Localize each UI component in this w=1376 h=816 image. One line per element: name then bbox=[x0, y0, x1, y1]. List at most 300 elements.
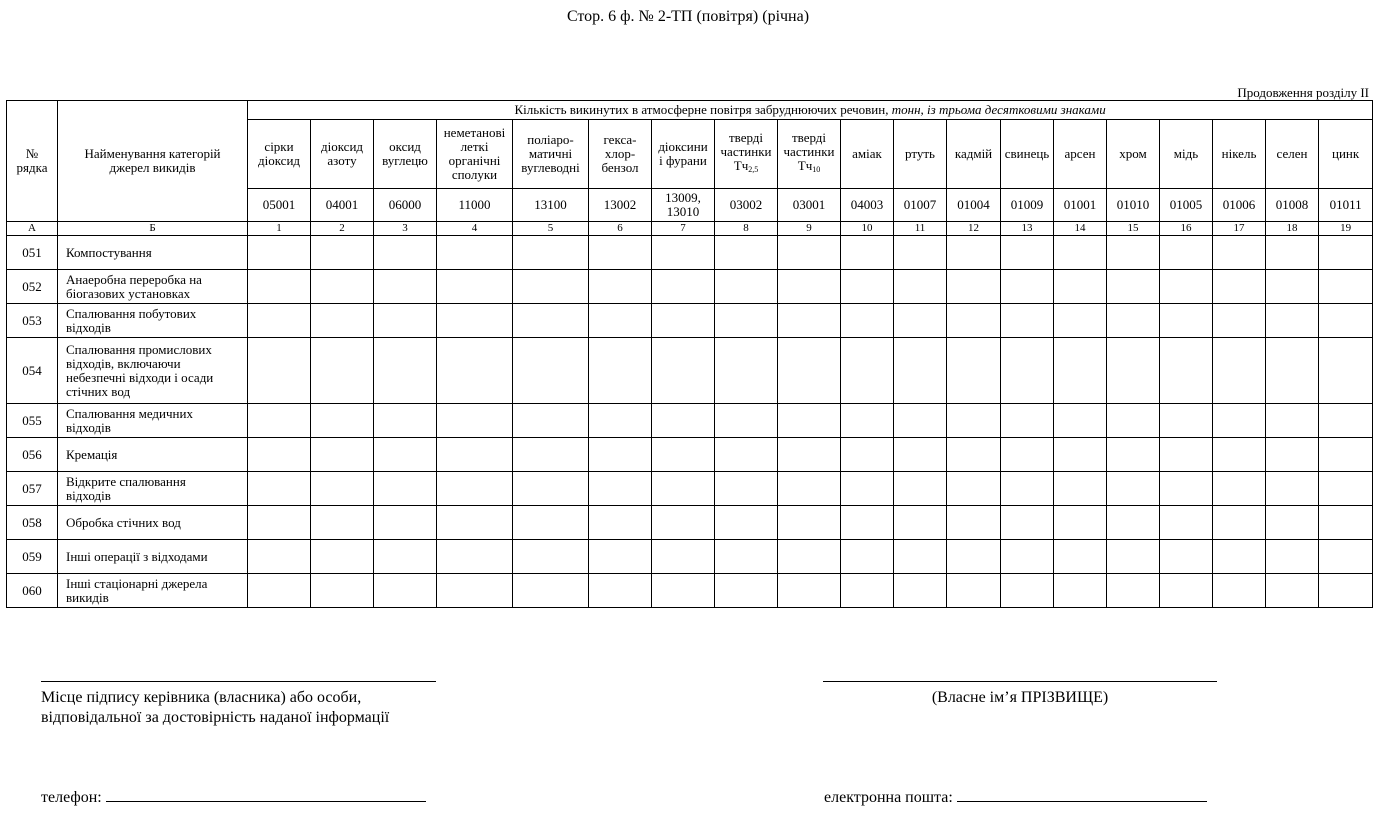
emission-value-cell[interactable] bbox=[894, 574, 947, 608]
signature-block-right bbox=[823, 681, 1217, 708]
text-line: стічних вод bbox=[66, 383, 131, 399]
emission-value-cell[interactable] bbox=[894, 404, 947, 438]
emission-value-cell[interactable] bbox=[248, 338, 311, 404]
emission-value-cell[interactable] bbox=[513, 236, 589, 270]
text-line: біогазових установках bbox=[66, 285, 191, 301]
emission-value-cell[interactable] bbox=[715, 438, 778, 472]
emission-value-cell[interactable] bbox=[437, 304, 513, 338]
row-category-name bbox=[58, 236, 248, 270]
emission-value-cell[interactable] bbox=[311, 304, 374, 338]
text-line: арсен bbox=[1064, 146, 1096, 161]
emission-value-cell[interactable] bbox=[778, 236, 841, 270]
row-number: 056 bbox=[7, 438, 58, 472]
emission-value-cell[interactable] bbox=[652, 338, 715, 404]
table-row bbox=[7, 404, 1373, 438]
emission-value-cell[interactable] bbox=[778, 574, 841, 608]
email-label: електронна пошта: bbox=[824, 789, 953, 806]
emission-value-cell[interactable] bbox=[1001, 236, 1054, 270]
emission-value-cell[interactable] bbox=[1266, 506, 1319, 540]
emission-value-cell[interactable] bbox=[1054, 304, 1107, 338]
emission-value-cell[interactable] bbox=[947, 574, 1001, 608]
emission-value-cell[interactable] bbox=[652, 236, 715, 270]
emission-value-cell[interactable] bbox=[1319, 438, 1373, 472]
text-line: свинець bbox=[1004, 146, 1050, 161]
substance-name-header bbox=[374, 120, 437, 189]
substance-code bbox=[1054, 189, 1107, 222]
emission-value-cell[interactable] bbox=[513, 438, 589, 472]
text-line: викидів bbox=[66, 589, 109, 605]
emission-value-cell[interactable] bbox=[311, 540, 374, 574]
emission-value-cell[interactable] bbox=[1054, 236, 1107, 270]
emission-value-cell[interactable] bbox=[1054, 270, 1107, 304]
emission-value-cell[interactable] bbox=[1107, 506, 1160, 540]
emission-value-cell[interactable] bbox=[589, 506, 652, 540]
emission-value-cell[interactable] bbox=[437, 506, 513, 540]
emission-value-cell[interactable] bbox=[778, 540, 841, 574]
emission-value-cell[interactable] bbox=[1001, 270, 1054, 304]
text-line: Тч bbox=[797, 158, 813, 173]
text-line: відходів bbox=[66, 419, 111, 435]
emission-value-cell[interactable] bbox=[1107, 404, 1160, 438]
emission-value-cell[interactable] bbox=[374, 574, 437, 608]
text-line: нікель bbox=[1221, 146, 1257, 161]
emission-value-cell[interactable] bbox=[1266, 540, 1319, 574]
emission-value-cell[interactable] bbox=[1266, 404, 1319, 438]
column-number: 7 bbox=[652, 222, 715, 236]
emission-value-cell[interactable] bbox=[715, 404, 778, 438]
emission-value-cell[interactable] bbox=[311, 506, 374, 540]
emission-value-cell[interactable] bbox=[311, 404, 374, 438]
emission-value-cell[interactable] bbox=[374, 438, 437, 472]
substance-name-header bbox=[652, 120, 715, 189]
column-number: 15 bbox=[1107, 222, 1160, 236]
emission-value-cell[interactable] bbox=[1001, 574, 1054, 608]
emission-value-cell[interactable] bbox=[513, 506, 589, 540]
emission-value-cell[interactable] bbox=[652, 506, 715, 540]
substance-name-header bbox=[589, 120, 652, 189]
emission-value-cell[interactable] bbox=[841, 338, 894, 404]
emission-value-cell[interactable] bbox=[513, 304, 589, 338]
text-line: 01008 bbox=[1275, 197, 1309, 212]
emission-value-cell[interactable] bbox=[1319, 574, 1373, 608]
emission-value-cell[interactable] bbox=[1107, 438, 1160, 472]
emission-value-cell[interactable] bbox=[841, 404, 894, 438]
emission-value-cell[interactable] bbox=[1213, 472, 1266, 506]
emission-value-cell[interactable] bbox=[652, 540, 715, 574]
emission-value-cell[interactable] bbox=[1054, 574, 1107, 608]
emission-value-cell[interactable] bbox=[374, 404, 437, 438]
emission-value-cell[interactable] bbox=[1160, 540, 1213, 574]
section-continuation-note: Продовження розділу ІІ bbox=[1237, 85, 1369, 100]
text-line: 01011 bbox=[1329, 197, 1362, 212]
emission-value-cell[interactable] bbox=[947, 304, 1001, 338]
emission-value-cell[interactable] bbox=[311, 236, 374, 270]
emission-value-cell[interactable] bbox=[374, 472, 437, 506]
table-row bbox=[7, 472, 1373, 506]
column-number: 14 bbox=[1054, 222, 1107, 236]
text-line: небезпечні відходи і осади bbox=[66, 369, 214, 385]
emission-value-cell[interactable] bbox=[1001, 506, 1054, 540]
row-number: 059 bbox=[7, 540, 58, 574]
emission-value-cell[interactable] bbox=[1054, 472, 1107, 506]
text-line: Кремація bbox=[66, 446, 118, 462]
emission-value-cell[interactable] bbox=[589, 574, 652, 608]
substance-name-header bbox=[437, 120, 513, 189]
header-source-category bbox=[58, 101, 248, 222]
emission-value-cell[interactable] bbox=[1213, 506, 1266, 540]
emission-value-cell[interactable] bbox=[589, 338, 652, 404]
emission-value-cell[interactable] bbox=[437, 404, 513, 438]
emission-value-cell[interactable] bbox=[1266, 472, 1319, 506]
emission-value-cell[interactable] bbox=[374, 270, 437, 304]
emission-value-cell[interactable] bbox=[1107, 304, 1160, 338]
emission-value-cell[interactable] bbox=[311, 338, 374, 404]
emission-value-cell[interactable] bbox=[1266, 338, 1319, 404]
emission-value-cell[interactable] bbox=[778, 338, 841, 404]
emission-value-cell[interactable] bbox=[248, 438, 311, 472]
emission-value-cell[interactable] bbox=[437, 236, 513, 270]
subscript: 2,5 bbox=[748, 165, 759, 174]
text-line: 01006 bbox=[1222, 197, 1256, 212]
column-number: 6 bbox=[589, 222, 652, 236]
substance-code bbox=[1001, 189, 1054, 222]
emission-value-cell[interactable] bbox=[1054, 506, 1107, 540]
emission-value-cell[interactable] bbox=[1160, 506, 1213, 540]
emission-value-cell[interactable] bbox=[1001, 338, 1054, 404]
header-row-number bbox=[7, 101, 58, 222]
column-number: 13 bbox=[1001, 222, 1054, 236]
emission-value-cell[interactable] bbox=[513, 338, 589, 404]
emission-value-cell[interactable] bbox=[652, 404, 715, 438]
emission-value-cell[interactable] bbox=[1107, 574, 1160, 608]
table-row bbox=[7, 236, 1373, 270]
emission-value-cell[interactable] bbox=[1213, 404, 1266, 438]
emission-value-cell[interactable] bbox=[841, 540, 894, 574]
substance-code bbox=[947, 189, 1001, 222]
emission-value-cell[interactable] bbox=[1107, 236, 1160, 270]
emission-value-cell[interactable] bbox=[1213, 338, 1266, 404]
substance-code bbox=[1160, 189, 1213, 222]
row-number: 057 bbox=[7, 472, 58, 506]
emission-value-cell[interactable] bbox=[1160, 404, 1213, 438]
emission-value-cell[interactable] bbox=[1107, 338, 1160, 404]
text-line: 03001 bbox=[792, 197, 826, 212]
substance-name-header bbox=[894, 120, 947, 189]
text-line: 01009 bbox=[1010, 197, 1044, 212]
emission-value-cell[interactable] bbox=[311, 472, 374, 506]
emission-value-cell[interactable] bbox=[715, 270, 778, 304]
emission-value-cell[interactable] bbox=[1054, 338, 1107, 404]
substance-code bbox=[894, 189, 947, 222]
emission-value-cell[interactable] bbox=[841, 472, 894, 506]
emission-value-cell[interactable] bbox=[1001, 404, 1054, 438]
text-line: леткі bbox=[460, 139, 489, 154]
table-row bbox=[7, 506, 1373, 540]
emission-value-cell[interactable] bbox=[1054, 540, 1107, 574]
substance-code bbox=[248, 189, 311, 222]
emission-value-cell[interactable] bbox=[778, 270, 841, 304]
text-line: 13009, bbox=[665, 190, 701, 205]
row-category-name bbox=[58, 574, 248, 608]
emission-value-cell[interactable] bbox=[1107, 270, 1160, 304]
row-number: 053 bbox=[7, 304, 58, 338]
row-category-name bbox=[58, 472, 248, 506]
text-line: Відкрите спалювання bbox=[66, 473, 186, 489]
emission-value-cell[interactable] bbox=[947, 438, 1001, 472]
column-number: 12 bbox=[947, 222, 1001, 236]
emission-value-cell[interactable] bbox=[1213, 574, 1266, 608]
text-line: 13010 bbox=[666, 204, 700, 219]
emission-value-cell[interactable] bbox=[437, 540, 513, 574]
emission-value-cell[interactable] bbox=[589, 404, 652, 438]
emission-value-cell[interactable] bbox=[1266, 270, 1319, 304]
emission-value-cell[interactable] bbox=[652, 472, 715, 506]
text-line: кадмій bbox=[954, 146, 993, 161]
emission-value-cell[interactable] bbox=[1319, 540, 1373, 574]
emission-value-cell[interactable] bbox=[1319, 506, 1373, 540]
emission-value-cell[interactable] bbox=[652, 574, 715, 608]
emission-value-cell[interactable] bbox=[1107, 472, 1160, 506]
text-line: 11000 bbox=[458, 197, 491, 212]
emission-value-cell[interactable] bbox=[841, 438, 894, 472]
text-line: № bbox=[25, 146, 39, 161]
emission-value-cell[interactable] bbox=[1160, 304, 1213, 338]
substance-code bbox=[652, 189, 715, 222]
emission-value-cell[interactable] bbox=[248, 472, 311, 506]
emission-value-cell[interactable] bbox=[311, 574, 374, 608]
emission-value-cell[interactable] bbox=[1266, 438, 1319, 472]
emission-value-cell[interactable] bbox=[248, 506, 311, 540]
substance-code bbox=[1213, 189, 1266, 222]
phone-blank-line[interactable] bbox=[106, 787, 426, 802]
emission-value-cell[interactable] bbox=[1160, 438, 1213, 472]
emission-value-cell[interactable] bbox=[1213, 438, 1266, 472]
text-line: 05001 bbox=[262, 197, 296, 212]
emission-value-cell[interactable] bbox=[715, 472, 778, 506]
emission-value-cell[interactable] bbox=[1160, 574, 1213, 608]
emission-value-cell[interactable] bbox=[778, 438, 841, 472]
emissions-table bbox=[6, 100, 1373, 608]
emission-value-cell[interactable] bbox=[437, 574, 513, 608]
emission-value-cell[interactable] bbox=[1054, 404, 1107, 438]
emission-value-cell[interactable] bbox=[715, 304, 778, 338]
emission-value-cell[interactable] bbox=[1213, 304, 1266, 338]
substance-name-header bbox=[1001, 120, 1054, 189]
signature-caption-line-2: відповідальної за достовірність наданої інформації bbox=[41, 709, 390, 726]
emission-value-cell[interactable] bbox=[437, 472, 513, 506]
emission-value-cell[interactable] bbox=[947, 236, 1001, 270]
text-line: і фурани bbox=[659, 153, 707, 168]
row-number: 052 bbox=[7, 270, 58, 304]
table-row bbox=[7, 270, 1373, 304]
emission-value-cell[interactable] bbox=[248, 574, 311, 608]
emission-value-cell[interactable] bbox=[589, 438, 652, 472]
emission-value-cell[interactable] bbox=[715, 236, 778, 270]
column-number: 19 bbox=[1319, 222, 1373, 236]
emission-value-cell[interactable] bbox=[841, 236, 894, 270]
emission-value-cell[interactable] bbox=[947, 506, 1001, 540]
emission-value-cell[interactable] bbox=[1054, 438, 1107, 472]
emission-value-cell[interactable] bbox=[374, 304, 437, 338]
emission-value-cell[interactable] bbox=[513, 270, 589, 304]
emission-value-cell[interactable] bbox=[374, 338, 437, 404]
emission-value-cell[interactable] bbox=[248, 236, 311, 270]
text-line: 13002 bbox=[603, 197, 637, 212]
emission-value-cell[interactable] bbox=[652, 438, 715, 472]
text-line: 03002 bbox=[729, 197, 763, 212]
emission-value-cell[interactable] bbox=[1001, 304, 1054, 338]
emission-value-cell[interactable] bbox=[1266, 236, 1319, 270]
row-category-name bbox=[58, 438, 248, 472]
substance-code bbox=[437, 189, 513, 222]
substance-name-header bbox=[513, 120, 589, 189]
emission-value-cell[interactable] bbox=[947, 270, 1001, 304]
emission-value-cell[interactable] bbox=[1160, 270, 1213, 304]
substance-code bbox=[589, 189, 652, 222]
emission-value-cell[interactable] bbox=[311, 438, 374, 472]
emission-value-cell[interactable] bbox=[947, 472, 1001, 506]
emission-value-cell[interactable] bbox=[1319, 404, 1373, 438]
column-number: Б bbox=[58, 222, 248, 236]
emission-value-cell[interactable] bbox=[1213, 270, 1266, 304]
emission-value-cell[interactable] bbox=[894, 472, 947, 506]
emission-value-cell[interactable] bbox=[715, 574, 778, 608]
emission-value-cell[interactable] bbox=[894, 438, 947, 472]
emission-value-cell[interactable] bbox=[589, 540, 652, 574]
text-line: 04003 bbox=[850, 197, 884, 212]
column-number: 16 bbox=[1160, 222, 1213, 236]
emission-value-cell[interactable] bbox=[589, 304, 652, 338]
text-line: вуглецю bbox=[382, 153, 428, 168]
substance-name-header bbox=[715, 120, 778, 189]
emission-value-cell[interactable] bbox=[311, 270, 374, 304]
emission-value-cell[interactable] bbox=[437, 338, 513, 404]
substance-name-header bbox=[947, 120, 1001, 189]
emission-value-cell[interactable] bbox=[1160, 236, 1213, 270]
row-category-name bbox=[58, 338, 248, 404]
substance-code bbox=[1107, 189, 1160, 222]
text-line: 04001 bbox=[325, 197, 359, 212]
text-line: Інші стаціонарні джерела bbox=[66, 575, 208, 591]
emission-value-cell[interactable] bbox=[1319, 304, 1373, 338]
row-number: 054 bbox=[7, 338, 58, 404]
emission-value-cell[interactable] bbox=[589, 270, 652, 304]
emission-value-cell[interactable] bbox=[374, 506, 437, 540]
text-line: Анаеробна переробка на bbox=[66, 271, 202, 287]
table-row bbox=[7, 304, 1373, 338]
text-line: неметанові bbox=[443, 125, 506, 140]
emission-value-cell[interactable] bbox=[894, 236, 947, 270]
emission-value-cell[interactable] bbox=[841, 270, 894, 304]
text-line: хлор- bbox=[604, 146, 636, 161]
phone-label: телефон: bbox=[41, 789, 102, 806]
emission-value-cell[interactable] bbox=[894, 270, 947, 304]
text-line: Тч bbox=[733, 158, 749, 173]
emission-value-cell[interactable] bbox=[947, 540, 1001, 574]
emission-value-cell[interactable] bbox=[1160, 338, 1213, 404]
emission-value-cell[interactable] bbox=[947, 338, 1001, 404]
text-line: відходів bbox=[66, 319, 111, 335]
emission-value-cell[interactable] bbox=[947, 404, 1001, 438]
emission-value-cell[interactable] bbox=[894, 540, 947, 574]
emission-value-cell[interactable] bbox=[437, 270, 513, 304]
text-line: ртуть bbox=[905, 146, 935, 161]
emission-value-cell[interactable] bbox=[513, 404, 589, 438]
emission-value-cell[interactable] bbox=[1319, 338, 1373, 404]
substance-name-header bbox=[1107, 120, 1160, 189]
row-number: 060 bbox=[7, 574, 58, 608]
text-line: 01007 bbox=[903, 197, 937, 212]
text-line: вуглеводні bbox=[521, 160, 580, 175]
emission-value-cell[interactable] bbox=[589, 236, 652, 270]
emission-value-cell[interactable] bbox=[894, 338, 947, 404]
substance-name-header bbox=[841, 120, 894, 189]
emission-value-cell[interactable] bbox=[374, 236, 437, 270]
emission-value-cell[interactable] bbox=[1001, 472, 1054, 506]
emission-value-cell[interactable] bbox=[1319, 270, 1373, 304]
emission-value-cell[interactable] bbox=[248, 270, 311, 304]
substance-code bbox=[841, 189, 894, 222]
emission-value-cell[interactable] bbox=[715, 506, 778, 540]
emission-value-cell[interactable] bbox=[1160, 472, 1213, 506]
emission-value-cell[interactable] bbox=[1266, 574, 1319, 608]
emission-value-cell[interactable] bbox=[248, 404, 311, 438]
emission-value-cell[interactable] bbox=[841, 506, 894, 540]
emission-value-cell[interactable] bbox=[513, 540, 589, 574]
emission-value-cell[interactable] bbox=[513, 472, 589, 506]
email-field bbox=[824, 787, 1207, 807]
name-caption: (Власне ім’я ПРІЗВИЩЕ) bbox=[931, 689, 1109, 706]
emission-value-cell[interactable] bbox=[248, 304, 311, 338]
emission-value-cell[interactable] bbox=[841, 304, 894, 338]
column-number: 17 bbox=[1213, 222, 1266, 236]
emission-value-cell[interactable] bbox=[652, 270, 715, 304]
emission-value-cell[interactable] bbox=[894, 304, 947, 338]
emission-value-cell[interactable] bbox=[715, 338, 778, 404]
text-line: тверді bbox=[728, 130, 764, 145]
emission-value-cell[interactable] bbox=[652, 304, 715, 338]
emission-value-cell[interactable] bbox=[1319, 236, 1373, 270]
substance-code bbox=[778, 189, 841, 222]
emission-value-cell[interactable] bbox=[778, 472, 841, 506]
emission-value-cell[interactable] bbox=[589, 472, 652, 506]
emission-value-cell[interactable] bbox=[715, 540, 778, 574]
emission-value-cell[interactable] bbox=[1107, 540, 1160, 574]
emission-value-cell[interactable] bbox=[1001, 540, 1054, 574]
emission-value-cell[interactable] bbox=[1266, 304, 1319, 338]
email-blank-line[interactable] bbox=[957, 787, 1207, 802]
substance-name-header bbox=[1213, 120, 1266, 189]
emission-value-cell[interactable] bbox=[513, 574, 589, 608]
row-category-name bbox=[58, 506, 248, 540]
text-line: 01001 bbox=[1063, 197, 1097, 212]
emission-value-cell[interactable] bbox=[1319, 472, 1373, 506]
emission-value-cell[interactable] bbox=[437, 438, 513, 472]
phone-field bbox=[41, 787, 426, 807]
emission-value-cell[interactable] bbox=[374, 540, 437, 574]
emission-value-cell[interactable] bbox=[841, 574, 894, 608]
text-line: частинки bbox=[720, 144, 772, 159]
emission-value-cell[interactable] bbox=[894, 506, 947, 540]
emission-value-cell[interactable] bbox=[1001, 438, 1054, 472]
emission-value-cell[interactable] bbox=[778, 404, 841, 438]
emission-value-cell[interactable] bbox=[248, 540, 311, 574]
emission-value-cell[interactable] bbox=[1213, 236, 1266, 270]
emission-value-cell[interactable] bbox=[778, 304, 841, 338]
row-number: 055 bbox=[7, 404, 58, 438]
emission-value-cell[interactable] bbox=[778, 506, 841, 540]
emission-value-cell[interactable] bbox=[1213, 540, 1266, 574]
